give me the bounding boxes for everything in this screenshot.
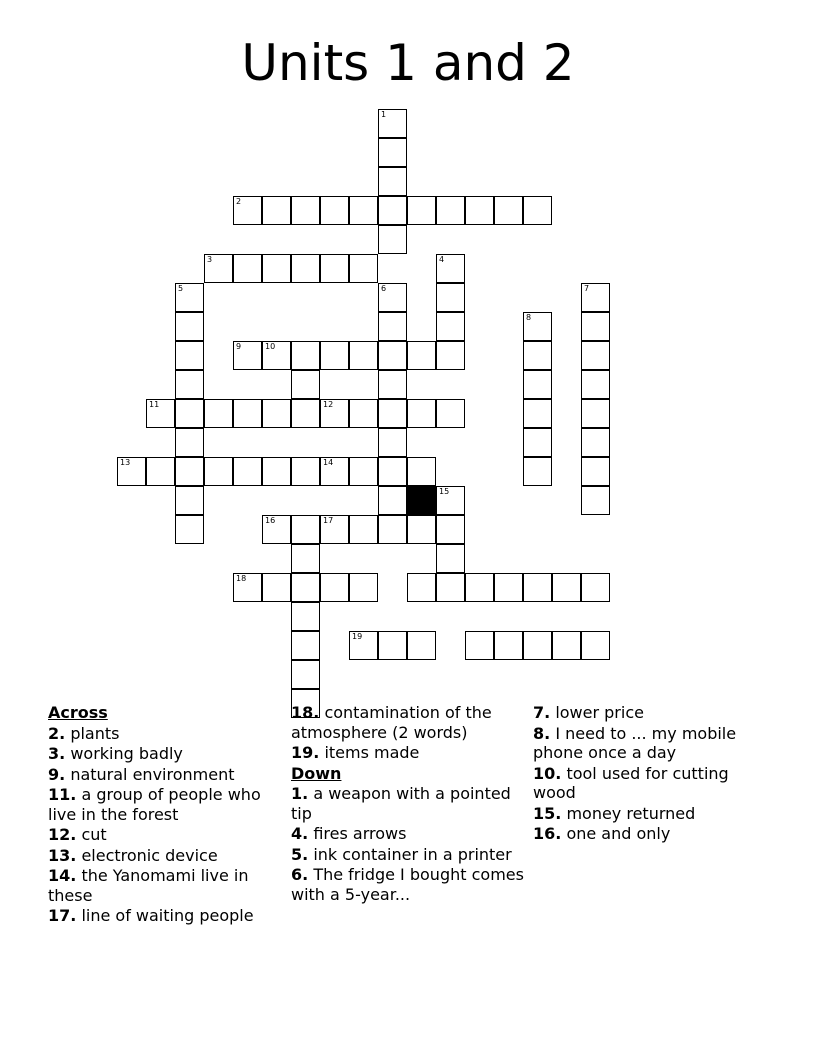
clue-number: 3 [207,255,213,264]
grid-cell[interactable] [262,457,291,486]
grid-cell[interactable] [233,341,262,370]
grid-cell[interactable] [436,312,465,341]
grid-cell[interactable] [320,573,349,602]
grid-cell[interactable] [436,486,465,515]
grid-cell[interactable] [349,254,378,283]
grid-cell[interactable] [204,399,233,428]
grid-cell[interactable] [436,283,465,312]
grid-cell[interactable] [204,254,233,283]
grid-cell[interactable] [378,515,407,544]
grid-cell[interactable] [581,631,610,660]
clues-column-2 [291,703,527,905]
down-clue: 10. tool used for cutting wood [533,763,729,802]
grid-cell[interactable] [523,341,552,370]
grid-cell[interactable] [523,428,552,457]
grid-cell[interactable] [378,428,407,457]
clue-number: 12 [323,400,334,409]
grid-cell[interactable] [262,399,291,428]
grid-cell[interactable] [523,399,552,428]
grid-cell[interactable] [581,573,610,602]
grid-cell[interactable] [436,341,465,370]
down-clue: 16. one and only [533,824,671,843]
grid-cell[interactable] [523,370,552,399]
clue-number: 5 [178,284,184,293]
grid-cell[interactable] [291,602,320,631]
down-clue: 15. money returned [533,803,696,823]
grid-cell[interactable] [378,370,407,399]
clue-number: 16 [265,516,276,525]
grid-cell[interactable] [465,631,494,660]
grid-cell[interactable] [349,515,378,544]
across-clue: 11. a group of people who live in the forest [48,785,261,824]
grid-cell[interactable] [175,515,204,544]
grid-cell[interactable] [117,457,146,486]
grid-cell[interactable] [552,573,581,602]
clue-number: 17 [323,516,334,525]
grid-cell[interactable] [552,631,581,660]
clue-number: 6 [381,284,387,293]
grid-cell[interactable] [581,486,610,515]
clue-number: 15 [439,487,450,496]
grid-cell[interactable] [436,515,465,544]
grid-cell[interactable] [349,341,378,370]
grid-cell[interactable] [494,573,523,602]
grid-cell[interactable] [262,341,291,370]
grid-cell[interactable] [291,457,320,486]
grid-cell[interactable] [320,515,349,544]
down-clue: 8. I need to ... my mobile phone once a day [533,723,737,762]
grid-cell[interactable] [291,370,320,399]
grid-cell[interactable] [349,196,378,225]
grid-cell[interactable] [320,399,349,428]
grid-cell[interactable] [291,573,320,602]
grid-cell[interactable] [291,515,320,544]
clue-number: 4 [439,255,445,264]
grid-cell[interactable] [378,341,407,370]
grid-cell[interactable] [436,544,465,573]
clue-number: 7 [584,284,590,293]
grid-cell[interactable] [523,457,552,486]
grid-cell[interactable] [291,254,320,283]
grid-cell[interactable] [378,138,407,167]
grid-cell[interactable] [378,486,407,515]
across-clue: 13. electronic device [48,845,218,865]
across-clue: 3. working badly [48,744,183,763]
across-clue: 19. items made [291,743,420,762]
grid-cell[interactable] [175,486,204,515]
clue-number: 10 [265,342,276,351]
clue-number: 14 [323,458,334,467]
grid-cell[interactable] [407,399,436,428]
grid-cell[interactable] [407,341,436,370]
grid-cell[interactable] [378,167,407,196]
grid-cell[interactable] [175,283,204,312]
grid-cell[interactable] [465,573,494,602]
grid-cell[interactable] [175,341,204,370]
grid-cell[interactable] [378,225,407,254]
clues-column-3 [533,703,773,845]
across-clue: 17. line of waiting people [48,906,254,925]
grid-cell[interactable] [146,399,175,428]
grid-cell[interactable] [349,631,378,660]
grid-cell[interactable] [291,631,320,660]
grid-cell[interactable] [407,196,436,225]
clue-number: 13 [120,458,131,467]
grid-cell[interactable] [581,341,610,370]
grid-cell[interactable] [204,457,233,486]
grid-cell[interactable] [581,457,610,486]
grid-cell[interactable] [175,399,204,428]
clue-number: 2 [236,197,242,206]
clue-number: 9 [236,342,242,351]
grid-cell[interactable] [378,109,407,138]
across-clue: 12. cut [48,825,107,844]
grid-cell[interactable] [436,399,465,428]
grid-cell[interactable] [494,631,523,660]
grid-cell[interactable] [233,196,262,225]
grid-cell[interactable] [581,370,610,399]
grid-cell[interactable] [320,196,349,225]
grid-cell[interactable] [320,341,349,370]
grid-cell[interactable] [175,428,204,457]
grid-cell[interactable] [233,573,262,602]
grid-cell[interactable] [291,196,320,225]
grid-cell[interactable] [175,457,204,486]
grid-cell[interactable] [175,312,204,341]
grid-cell[interactable] [581,399,610,428]
grid-cell[interactable] [436,573,465,602]
grid-cell[interactable] [233,254,262,283]
clue-number: 11 [149,400,160,409]
grid-cell[interactable] [378,196,407,225]
grid-cell[interactable] [349,457,378,486]
grid-cell[interactable] [349,399,378,428]
down-clue: 7. lower price [533,703,644,722]
grid-cell[interactable] [407,573,436,602]
grid-cell[interactable] [146,457,175,486]
grid-cell[interactable] [523,573,552,602]
grid-cell[interactable] [291,341,320,370]
clue-number: 8 [526,313,532,322]
across-clue: 14. the Yanomami live in these [48,866,249,905]
grid-cell[interactable] [465,196,494,225]
grid-cell[interactable] [291,544,320,573]
grid-cell[interactable] [581,428,610,457]
grid-cell[interactable] [523,312,552,341]
clue-number: 19 [352,632,363,641]
grid-cell[interactable] [291,660,320,689]
across-clue: 18. contamination of the atmosphere (2 words) [291,703,492,742]
grid-cell[interactable] [262,515,291,544]
grid-cell[interactable] [262,573,291,602]
clue-number: 18 [236,574,247,583]
page-title: Units 1 and 2 [241,34,575,92]
clues-column-1 [48,703,284,927]
black-cell [407,486,436,515]
grid-cell[interactable] [581,312,610,341]
down-clue: 1. a weapon with a pointed tip [291,784,511,823]
grid-cell[interactable] [320,254,349,283]
grid-cell[interactable] [436,196,465,225]
grid-cell[interactable] [581,283,610,312]
grid-cell[interactable] [320,457,349,486]
down-clue: 5. ink container in a printer [291,844,512,864]
grid-cell[interactable] [494,196,523,225]
grid-cell[interactable] [523,631,552,660]
grid-cell[interactable] [407,631,436,660]
grid-cell[interactable] [233,457,262,486]
grid-cell[interactable] [262,196,291,225]
grid-cell[interactable] [407,457,436,486]
across-clue: 9. natural environment [48,764,235,784]
grid-cell[interactable] [378,631,407,660]
grid-cell[interactable] [262,254,291,283]
across-heading: Across [48,703,108,722]
across-clue: 2. plants [48,723,120,743]
grid-cell[interactable] [378,312,407,341]
grid-cell[interactable] [378,457,407,486]
clue-number: 1 [381,110,387,119]
grid-cell[interactable] [407,515,436,544]
grid-cell[interactable] [523,196,552,225]
grid-cell[interactable] [291,399,320,428]
grid-cell[interactable] [233,399,262,428]
grid-cell[interactable] [378,283,407,312]
down-clue: 6. The fridge I bought comes with a 5-year... [291,865,524,904]
grid-cell[interactable] [378,399,407,428]
grid-cell[interactable] [349,573,378,602]
down-heading: Down [291,763,342,783]
down-clue: 4. fires arrows [291,824,407,843]
grid-cell[interactable] [175,370,204,399]
grid-cell[interactable] [436,254,465,283]
